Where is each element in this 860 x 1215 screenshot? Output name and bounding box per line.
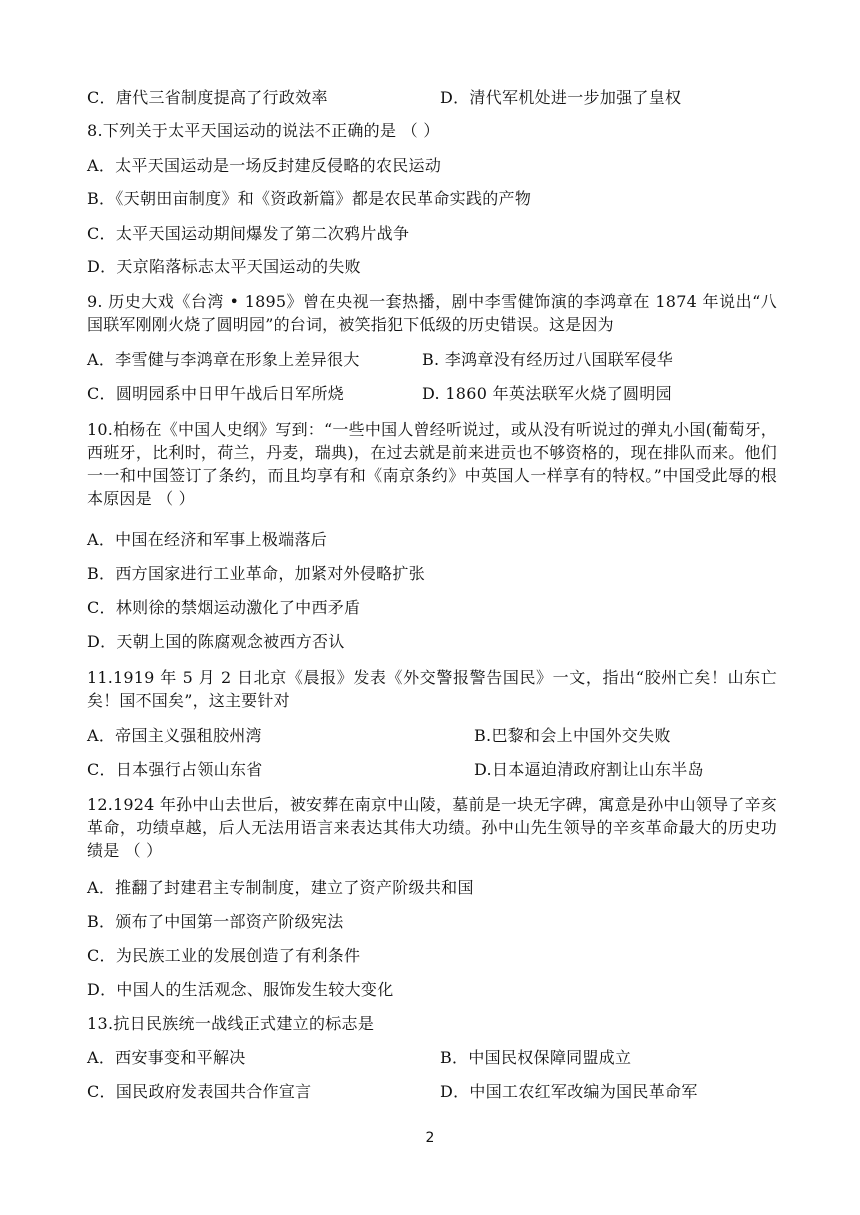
q12-option-c: C．为民族工业的发展创造了有利条件 xyxy=(87,946,361,965)
q10-option-a: A．中国在经济和军事上极端落后 xyxy=(87,530,328,549)
q13-option-c: C．国民政府发表国共合作宣言 xyxy=(87,1082,312,1101)
q9-option-a: A．李雪健与李鸿章在形象上差异很大 xyxy=(87,350,360,369)
q11-stem: 11.1919 年 5 月 2 日北京《晨报》发表《外交警报警告国民》一文，指出“胶州亡矣！山东亡矣！国不国矣”，这主要针对 xyxy=(87,668,777,710)
q12-stem: 12.1924 年孙中山去世后，被安葬在南京中山陵，墓前是一块无字碑，寓意是孙中山领导了辛亥革命，功绩卓越，后人无法用语言来表达其伟大功绩。孙中山先生领导的辛亥革命最大的历史功绩是 （ ） xyxy=(87,795,777,860)
q9-option-d: D. 1860 年英法联军火烧了圆明园 xyxy=(422,384,672,403)
q12-option-b: B．颁布了中国第一部资产阶级宪法 xyxy=(87,912,344,931)
q8-option-a: A．太平天国运动是一场反封建反侵略的农民运动 xyxy=(87,156,442,175)
q13-option-d: D．中国工农红军改编为国民革命军 xyxy=(440,1082,698,1101)
q11-option-c: C．日本强行占领山东省 xyxy=(87,760,263,779)
q7-option-d: D．清代军机处进一步加强了皇权 xyxy=(440,88,682,107)
q10-option-b: B．西方国家进行工业革命，加紧对外侵略扩张 xyxy=(87,564,426,583)
q11-option-d: D.日本逼迫清政府割让山东半岛 xyxy=(474,760,704,779)
q10-option-d: D．天朝上国的陈腐观念被西方否认 xyxy=(87,632,345,651)
q8-option-c: C．太平天国运动期间爆发了第二次鸦片战争 xyxy=(87,224,410,243)
q13-option-a: A．西安事变和平解决 xyxy=(87,1048,246,1067)
q11-option-b: B.巴黎和会上中国外交失败 xyxy=(474,726,671,745)
page-number: 2 xyxy=(425,1130,435,1146)
q9-option-c: C．圆明园系中日甲午战后日军所烧 xyxy=(87,384,345,403)
q12-option-a: A．推翻了封建君主专制制度，建立了资产阶级共和国 xyxy=(87,878,474,897)
q13-stem: 13.抗日民族统一战线正式建立的标志是 xyxy=(87,1014,375,1033)
q8-option-d: D．天京陷落标志太平天国运动的失败 xyxy=(87,257,361,276)
q12-option-d: D．中国人的生活观念、服饰发生较大变化 xyxy=(87,980,394,999)
q11-option-a: A．帝国主义强租胶州湾 xyxy=(87,726,262,745)
q13-option-b: B．中国民权保障同盟成立 xyxy=(440,1048,632,1067)
q9-stem: 9. 历史大戏《台湾 • 1895》曾在央视一套热播，剧中李雪健饰演的李鸿章在 1874 年说出“八国联军刚刚火烧了圆明园”的台词，被笑指犯下低级的历史错误。这是因为 xyxy=(87,292,777,334)
q9-option-b: B. 李鸿章没有经历过八国联军侵华 xyxy=(422,350,674,369)
q7-option-c: C．唐代三省制度提高了行政效率 xyxy=(87,88,328,107)
q10-option-c: C．林则徐的禁烟运动激化了中西矛盾 xyxy=(87,598,361,617)
q8-option-b: B．《天朝田亩制度》和《资政新篇》都是农民革命实践的产物 xyxy=(87,189,532,208)
q10-stem: 10.柏杨在《中国人史纲》写到：“一些中国人曾经听说过，或从没有听说过的弹丸小国(葡萄牙，西班牙，比利时，荷兰，丹麦，瑞典)，在过去就是前来进贡也不够资格的，现在排队而来。他们一一和中国签订了条约，而且均享有和《南京条约》中英国人一样享有的特权。”中国受此辱的根本原因是 （ ） xyxy=(87,420,777,508)
q8-stem: 8.下列关于太平天国运动的说法不正确的是 （ ） xyxy=(87,121,440,140)
